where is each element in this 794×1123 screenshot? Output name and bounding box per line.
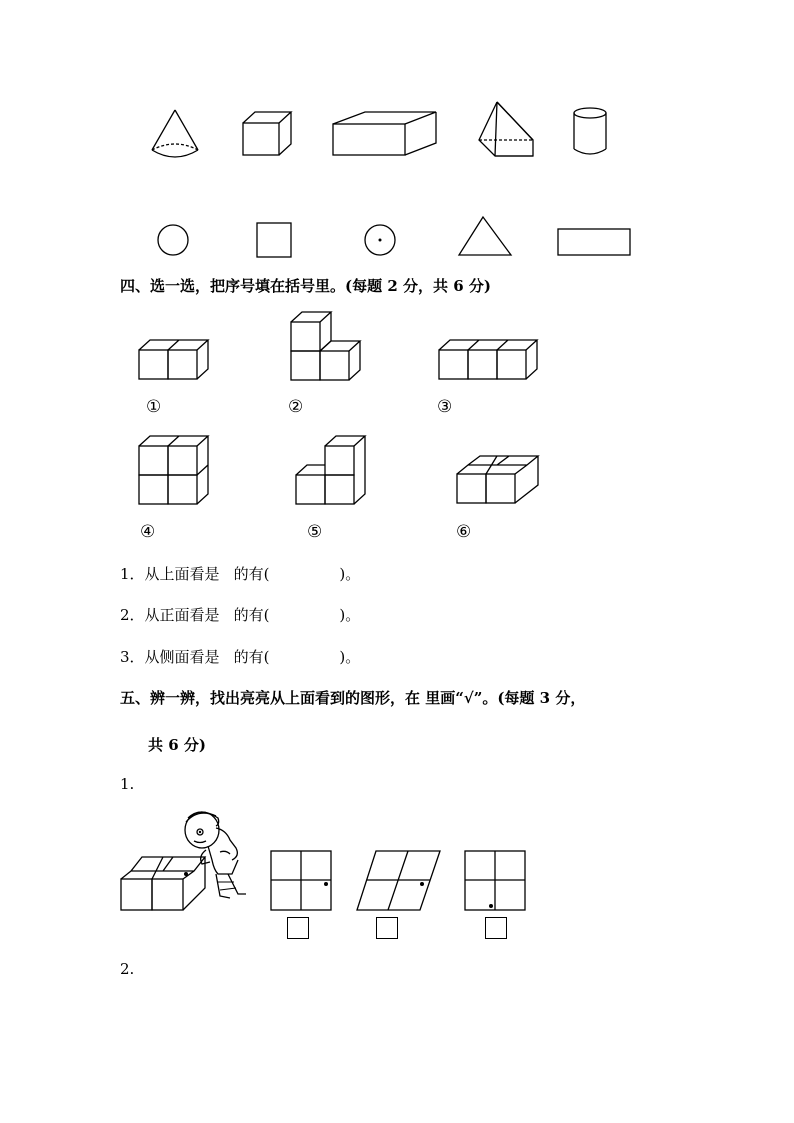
checkbox-option-a[interactable] — [287, 917, 309, 939]
cube-figure-5 — [295, 435, 367, 505]
cube-figure-3 — [438, 339, 540, 381]
top-view-option-c — [464, 850, 528, 912]
item-2-label: 2. — [120, 960, 135, 978]
cube-figure-2 — [290, 311, 362, 381]
question-3 — [120, 646, 360, 667]
cone-figure — [150, 108, 200, 160]
rectangle-shape — [557, 228, 631, 256]
question-close: )。 — [339, 565, 361, 583]
question-text-after: 的有( — [233, 648, 270, 666]
cylinder-figure — [572, 107, 608, 157]
section-5-heading-continued: 共 6 分) — [148, 736, 206, 754]
checkbox-option-c[interactable] — [485, 917, 507, 939]
question-text-after: 的有( — [233, 606, 270, 624]
checkbox-option-b[interactable] — [376, 917, 398, 939]
section-5-heading: 五、辨一辨，找出亮亮从上面看到的图形，在 里画“√”。(每题 3 分， — [120, 689, 586, 707]
section-4-heading: 四、选一选，把序号填在括号里。(每题 2 分，共 6 分) — [120, 277, 491, 295]
option-label-6: ⑥ — [456, 522, 472, 542]
question-text: 从侧面看是 — [144, 648, 220, 666]
top-view-option-a — [270, 850, 334, 912]
question-number: 3． — [120, 648, 145, 666]
option-label-2: ② — [288, 397, 304, 417]
circle-with-dot-shape — [363, 223, 397, 257]
cuboid-figure — [332, 111, 438, 157]
cube-figure-6 — [456, 455, 542, 505]
question-close: )。 — [339, 648, 361, 666]
option-label-4: ④ — [140, 522, 156, 542]
item-1-label: 1. — [120, 775, 135, 793]
question-number: 2． — [120, 606, 145, 624]
option-label-5: ⑤ — [307, 522, 323, 542]
question-text: 从上面看是 — [144, 565, 220, 583]
option-label-3: ③ — [437, 397, 453, 417]
option-label-1: ① — [146, 397, 162, 417]
question-2 — [120, 604, 360, 625]
question-number: 1． — [120, 565, 145, 583]
question-close: )。 — [339, 606, 361, 624]
triangular-prism-figure — [475, 100, 537, 158]
cube-figure-4 — [138, 435, 210, 505]
top-view-option-b — [356, 850, 442, 912]
question-text: 从正面看是 — [144, 606, 220, 624]
circle-shape — [156, 223, 190, 257]
square-shape — [256, 222, 292, 258]
question-1 — [120, 563, 360, 584]
triangle-shape — [457, 215, 513, 257]
question-text-after: 的有( — [233, 565, 270, 583]
boy-looking-figure — [180, 804, 254, 902]
cube-figure-1 — [138, 339, 210, 381]
cube-figure — [242, 111, 292, 157]
